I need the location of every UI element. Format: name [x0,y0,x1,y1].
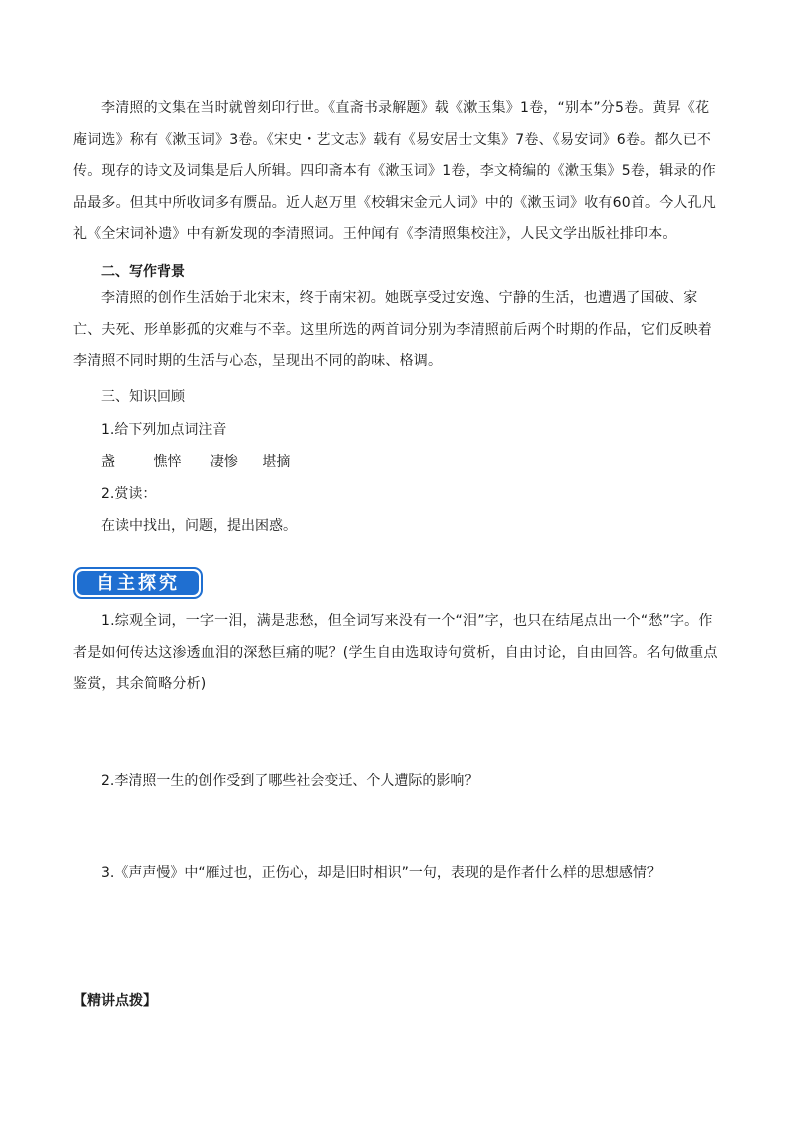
intro-paragraph: 李清照的文集在当时就曾刻印行世。《直斋书录解题》载《漱玉集》1卷，“别本”分5卷。黄昇《花庵词选》称有《漱玉词》3卷。《宋史・艺文志》载有《易安居士文集》7卷、《易安词》6卷。都久已不传。现存的诗文及词集是后人所辑。四印斋本有《漱玉词》1卷，李文椅编的《漱玉集》5卷，辑录的作品最多。但其中所收词多有赝品。近人赵万里《校辑宋金元人词》中的《漱玉词》收有60首。今人孔凡礼《全宋词补遗》中有新发现的李清照词。王仲闻有《李清照集校注》，人民文学出版社排印本。 [73,100,717,242]
review-q2: 2.赏读： [101,486,157,502]
guide-heading: 【精讲点拨】 [73,993,157,1009]
word-item: 盏 [101,454,115,470]
pinyin-word-list [101,452,290,472]
explore-q3: 3.《声声慢》中“雁过也，正伤心，却是旧时相识”一句，表现的是作者什么样的思想感情？ [101,865,661,881]
review-q2-text: 在读中找出，问题，提出困惑。 [101,518,297,534]
explore-q2: 2.李清照一生的创作受到了哪些社会变迁、个人遭际的影响？ [101,773,479,789]
explore-q1: 1.综观全词，一字一泪，满是悲愁，但全词写来没有一个“泪”字，也只在结尾点出一个“愁”字。作者是如何传达这渗透血泪的深愁巨痛的呢？(学生自由选取诗句赏析，自由讨论，自由回答。名句做重点鉴赏，其余简略分析) [73,613,718,692]
background-heading: 二、写作背景 [101,264,185,280]
background-paragraph: 李清照的创作生活始于北宋末，终于南宋初。她既享受过安逸、宁静的生活，也遭遇了国破、家亡、夫死、形单影孤的灾难与不幸。这里所选的两首词分别为李清照前后两个时期的作品，它们反映着李清照不同时期的生活与心态，呈现出不同的韵味、格调。 [73,290,712,369]
word-item: 凄惨 [209,454,238,470]
word-item: 憔悴 [153,454,182,470]
badge-label: 自主探究 [96,573,180,594]
word-item: 堪摘 [262,454,291,470]
section-badge-icon [73,567,203,599]
review-q1: 1.给下列加点词注音 [101,422,227,438]
review-heading: 三、知识回顾 [101,389,185,405]
